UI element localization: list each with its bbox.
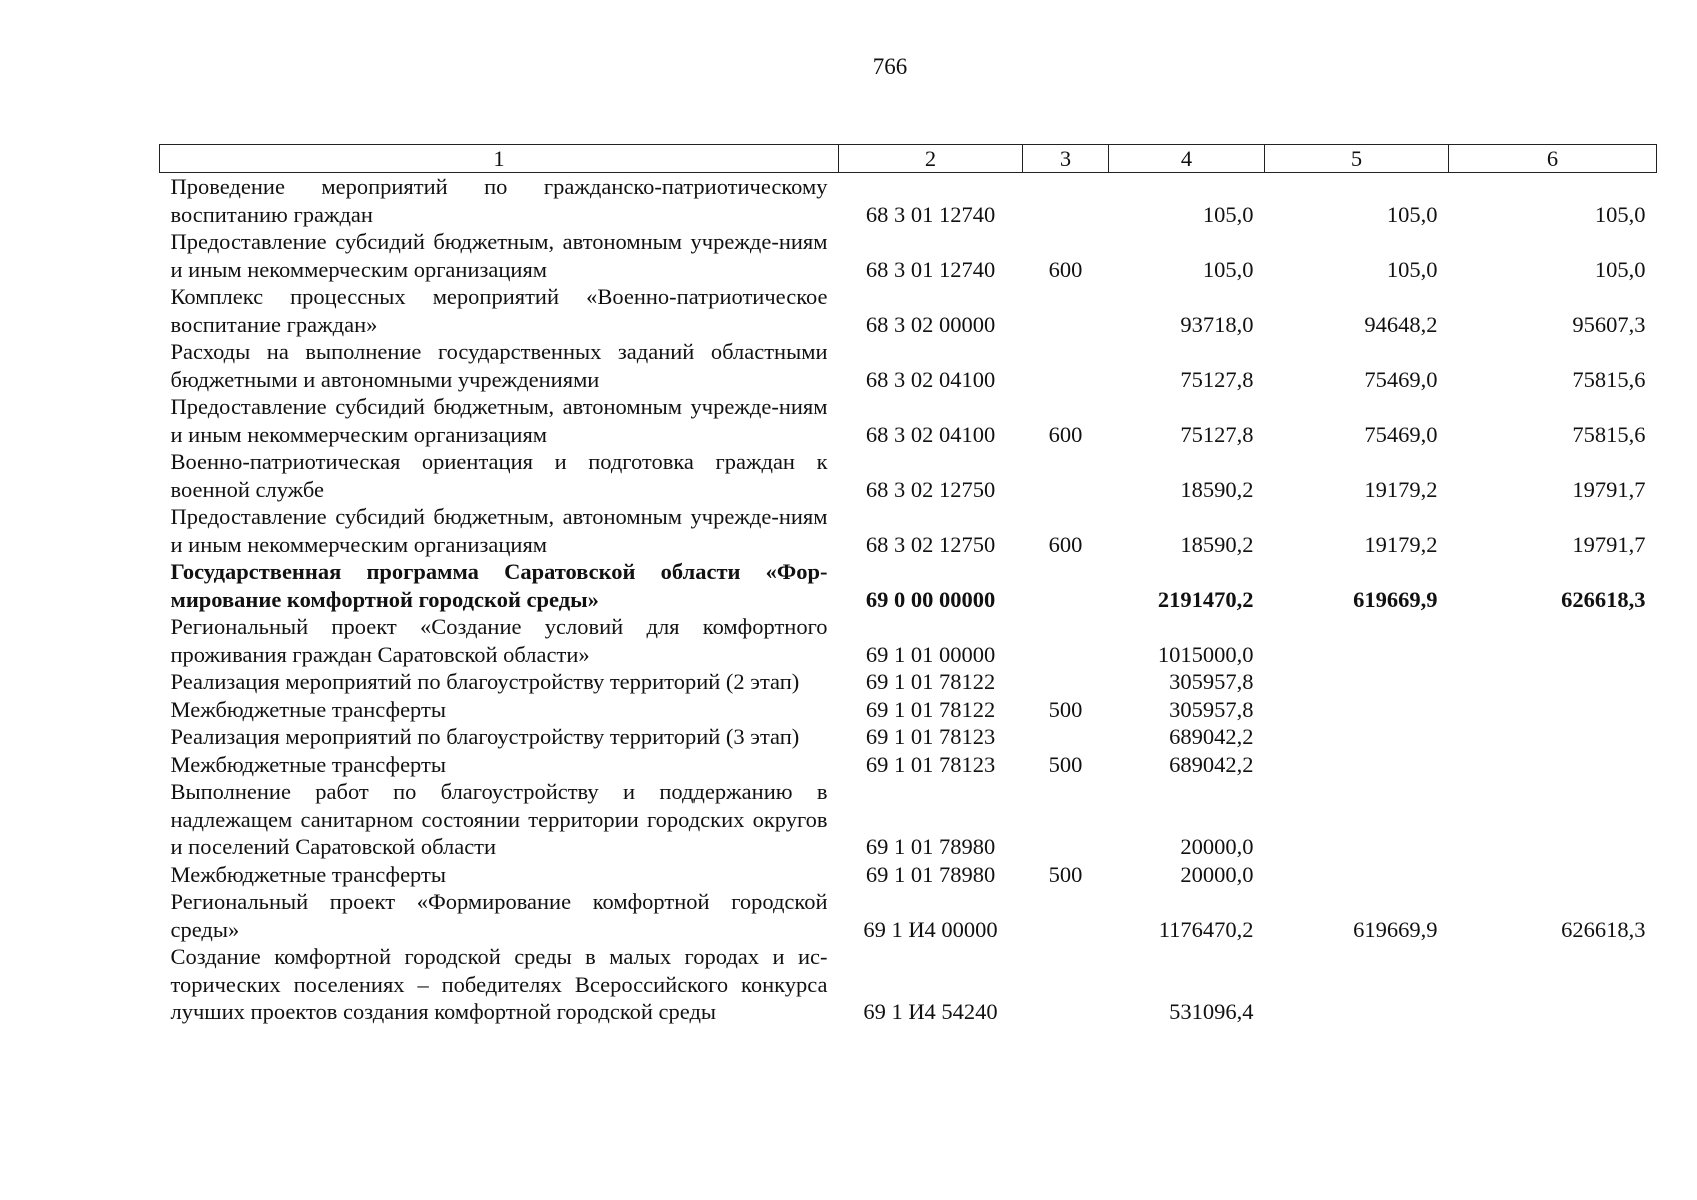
- row-amount-year3: 626618,3: [1561, 586, 1646, 612]
- row-amount-year1: 18590,2: [1180, 476, 1254, 502]
- row-amount-year2: [1265, 696, 1449, 724]
- row-expense-type: 600: [1048, 421, 1083, 447]
- row-amount-year2: [1265, 613, 1449, 668]
- row-amount-year1: 20000,0: [1180, 834, 1254, 859]
- row-amount-year1: 75127,8: [1180, 421, 1254, 447]
- row-amount-year1: 305957,8: [1169, 696, 1254, 722]
- table-row: [160, 228, 1657, 283]
- row-amount-year3: [1449, 668, 1657, 696]
- table-row: [160, 558, 1657, 613]
- row-expense-type: 600: [1048, 256, 1083, 282]
- table-row: [160, 283, 1657, 338]
- budget-table: [159, 144, 1657, 1026]
- row-name: Предоставление субсидий бюджетным, автономным учрежде-ниям и иным некоммерческим организациям: [170, 394, 828, 447]
- row-amount-year1: 18590,2: [1180, 531, 1254, 557]
- row-code: 69 1 01 78980: [865, 834, 996, 859]
- table-row: [160, 723, 1657, 751]
- row-code: 68 3 02 04100: [865, 366, 996, 392]
- row-amount-year1: 20000,0: [1180, 861, 1254, 887]
- table-row: [160, 393, 1657, 448]
- row-code: 69 1 01 78980: [865, 861, 996, 887]
- row-expense-type: [1023, 283, 1109, 338]
- row-name: Создание комфортной городской среды в малых городах и ис-торических поселениях – победителях Всероссийского конкурса лучших проектов создания комфортной городской среды: [170, 944, 828, 1024]
- row-expense-type: [1023, 723, 1109, 751]
- row-code: 69 1 01 78123: [865, 724, 996, 749]
- row-amount-year2: 19179,2: [1364, 531, 1438, 557]
- table-row: [160, 751, 1657, 779]
- header-col-4: 4: [1109, 145, 1265, 173]
- row-amount-year2: [1265, 861, 1449, 889]
- row-amount-year3: 95607,3: [1572, 311, 1646, 337]
- row-amount-year3: 19791,7: [1572, 531, 1646, 557]
- row-expense-type: [1023, 448, 1109, 503]
- row-code: 69 0 00 00000: [865, 586, 996, 612]
- row-expense-type: [1023, 888, 1109, 943]
- header-col-6: 6: [1449, 145, 1657, 173]
- row-expense-type: [1023, 943, 1109, 1026]
- row-amount-year2: 619669,9: [1353, 586, 1438, 612]
- row-code: 69 1 И4 00000: [863, 916, 998, 942]
- row-amount-year1: 105,0: [1202, 256, 1254, 282]
- row-code: 68 3 02 00000: [865, 311, 996, 337]
- row-amount-year3: [1449, 613, 1657, 668]
- row-amount-year3: 19791,7: [1572, 476, 1646, 502]
- row-code: 68 3 01 12740: [865, 201, 996, 227]
- row-amount-year1: 531096,4: [1169, 999, 1254, 1024]
- row-amount-year3: 626618,3: [1561, 916, 1646, 942]
- row-amount-year2: 75469,0: [1364, 421, 1438, 447]
- row-code: 69 1 И4 54240: [863, 999, 998, 1024]
- row-amount-year2: [1265, 668, 1449, 696]
- table-row: [160, 696, 1657, 724]
- row-name: Реализация мероприятий по благоустройству территорий (2 этап): [170, 669, 800, 694]
- row-name: Региональный проект «Формирование комфортной городской среды»: [170, 889, 828, 942]
- row-expense-type: [1023, 613, 1109, 668]
- table-row: [160, 668, 1657, 696]
- table-row: [160, 338, 1657, 393]
- row-amount-year1: 75127,8: [1180, 366, 1254, 392]
- row-amount-year1: 2191470,2: [1157, 586, 1254, 612]
- row-code: 68 3 01 12740: [865, 256, 996, 282]
- row-amount-year2: 19179,2: [1364, 476, 1438, 502]
- row-amount-year2: 105,0: [1386, 256, 1438, 282]
- header-col-5: 5: [1265, 145, 1449, 173]
- table-row: [160, 888, 1657, 943]
- row-amount-year3: [1449, 861, 1657, 889]
- row-expense-type: [1023, 173, 1109, 229]
- header-col-3: 3: [1023, 145, 1109, 173]
- row-amount-year2: 105,0: [1386, 201, 1438, 227]
- row-name: Реализация мероприятий по благоустройству территорий (3 этап): [170, 724, 800, 749]
- row-name: Выполнение работ по благоустройству и поддержанию в надлежащем санитарном состоянии территории городских округов и поселений Саратовской области: [170, 779, 828, 859]
- row-expense-type: 500: [1048, 861, 1083, 887]
- row-amount-year2: [1265, 723, 1449, 751]
- row-amount-year1: 689042,2: [1169, 751, 1254, 777]
- header-row: [160, 145, 1657, 173]
- row-expense-type: 600: [1048, 531, 1083, 557]
- row-amount-year3: 75815,6: [1572, 366, 1646, 392]
- table-row: [160, 778, 1657, 861]
- row-amount-year3: 105,0: [1594, 256, 1646, 282]
- row-amount-year2: 619669,9: [1353, 916, 1438, 942]
- row-name: Предоставление субсидий бюджетным, автономным учрежде-ниям и иным некоммерческим организациям: [170, 504, 828, 557]
- row-code: 68 3 02 12750: [865, 531, 996, 557]
- row-expense-type: [1023, 338, 1109, 393]
- row-amount-year1: 1176470,2: [1158, 916, 1254, 942]
- row-amount-year2: 94648,2: [1364, 311, 1438, 337]
- row-expense-type: [1023, 668, 1109, 696]
- row-amount-year1: 1015000,0: [1157, 641, 1254, 667]
- row-code: 68 3 02 12750: [865, 476, 996, 502]
- row-amount-year3: 75815,6: [1572, 421, 1646, 447]
- row-expense-type: 500: [1048, 751, 1083, 777]
- table-row: [160, 503, 1657, 558]
- row-amount-year3: [1449, 751, 1657, 779]
- row-expense-type: [1023, 778, 1109, 861]
- row-name: Межбюджетные трансферты: [170, 861, 446, 887]
- row-code: 69 1 01 78122: [865, 696, 996, 722]
- row-amount-year2: [1265, 751, 1449, 779]
- row-amount-year2: 75469,0: [1364, 366, 1438, 392]
- table-row: [160, 173, 1657, 229]
- row-name: Проведение мероприятий по гражданско-патриотическому воспитанию граждан: [170, 174, 828, 227]
- header-col-2: 2: [839, 145, 1023, 173]
- row-amount-year3: [1449, 723, 1657, 751]
- row-expense-type: [1023, 558, 1109, 613]
- row-name: Предоставление субсидий бюджетным, автономным учрежде-ниям и иным некоммерческим организациям: [170, 229, 828, 282]
- row-name: Военно-патриотическая ориентация и подготовка граждан к военной службе: [170, 449, 828, 502]
- table-row: [160, 943, 1657, 1026]
- row-amount-year1: 93718,0: [1180, 311, 1254, 337]
- table-header: [160, 145, 1657, 173]
- row-code: 69 1 01 78122: [865, 669, 996, 694]
- row-code: 69 1 01 78123: [865, 751, 996, 777]
- row-amount-year3: [1449, 943, 1657, 1026]
- row-name: Государственная программа Саратовской области «Фор-мирование комфортной городской среды»: [170, 559, 828, 612]
- table-body: [160, 173, 1657, 1026]
- row-name: Расходы на выполнение государственных заданий областными бюджетными и автономными учреждениями: [170, 339, 828, 392]
- row-code: 68 3 02 04100: [865, 421, 996, 447]
- row-amount-year3: 105,0: [1594, 201, 1646, 227]
- row-amount-year3: [1449, 778, 1657, 861]
- row-amount-year1: 105,0: [1202, 201, 1254, 227]
- row-name: Межбюджетные трансферты: [170, 696, 446, 722]
- table-row: [160, 448, 1657, 503]
- header-col-1: 1: [160, 145, 839, 173]
- row-expense-type: 500: [1048, 696, 1083, 722]
- row-code: 69 1 01 00000: [865, 641, 996, 667]
- row-amount-year2: [1265, 943, 1449, 1026]
- table-row: [160, 861, 1657, 889]
- page-number: 766: [872, 54, 908, 79]
- table-row: [160, 613, 1657, 668]
- row-amount-year1: 689042,2: [1169, 724, 1254, 749]
- row-amount-year3: [1449, 696, 1657, 724]
- row-amount-year1: 305957,8: [1169, 669, 1254, 694]
- row-name: Межбюджетные трансферты: [170, 751, 446, 777]
- row-amount-year2: [1265, 778, 1449, 861]
- row-name: Региональный проект «Создание условий для комфортного проживания граждан Саратовской области»: [170, 614, 828, 667]
- row-name: Комплекс процессных мероприятий «Военно-патриотическое воспитание граждан»: [170, 284, 828, 337]
